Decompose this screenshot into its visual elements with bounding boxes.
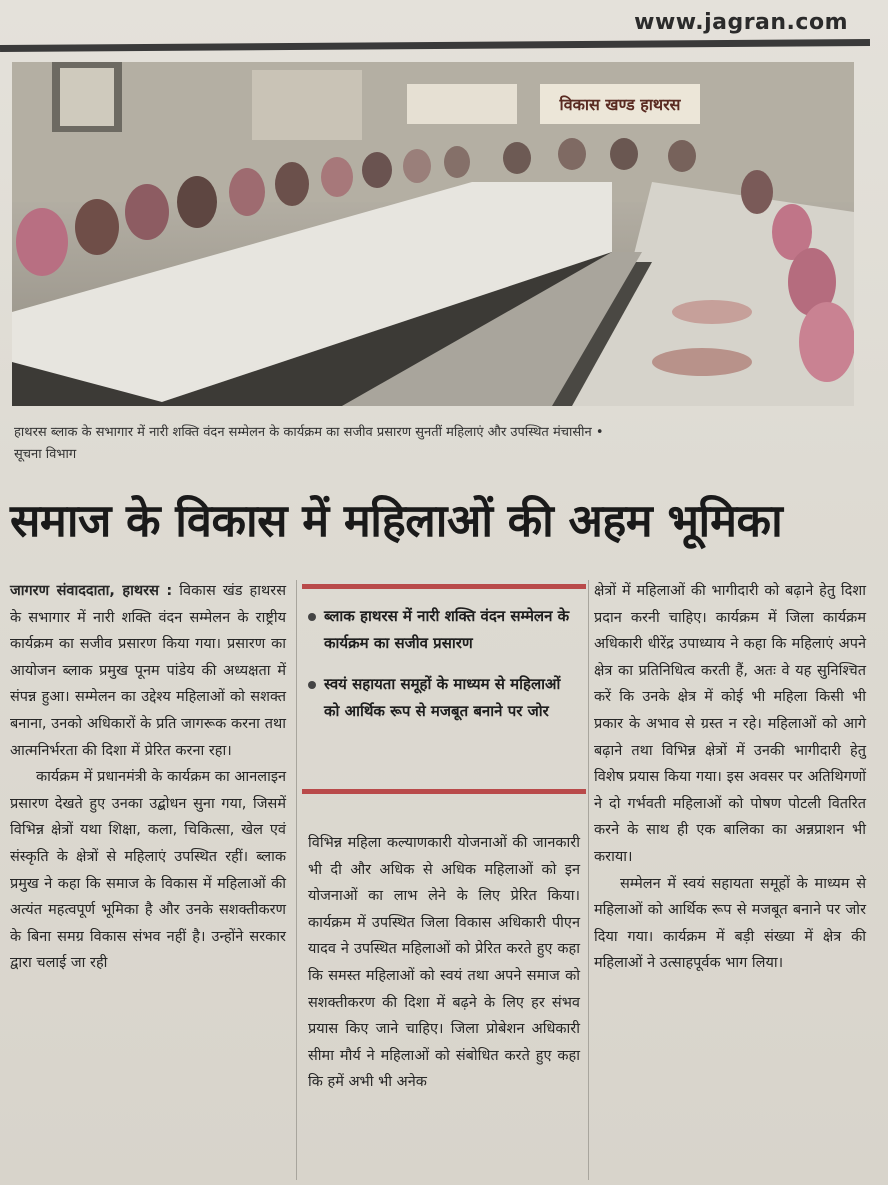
highlight-text: ब्लाक हाथरस में नारी शक्ति वंदन सम्मेलन के कार्यक्रम का सजीव प्रसारण <box>324 607 570 652</box>
paragraph-text: विकास खंड हाथरस के सभागार में नारी शक्ति वंदन सम्मेलन के राष्ट्रीय कार्यक्रम का सजीव प्रसारण किया गया। प्रसारण का आयोजन ब्लाक प्रमुख पूनम पांडेय की अध्यक्षता में संपन्न हुआ। सम्मेलन का उद्देश्य महिलाओं को सशक्त बनाना, उनको अधिकारों के प्रति जागरूक करना तथा आत्मनिर्भरता की दिशा में प्रेरित करना रहा। <box>10 583 286 759</box>
article-column-2 <box>308 830 580 1096</box>
highlight-text: स्वयं सहायता समूहों के माध्यम से महिलाओं को आर्थिक रूप से मजबूत बनाने पर जोर <box>324 675 561 720</box>
event-photo <box>12 62 854 406</box>
highlight-item <box>308 671 578 725</box>
meeting-hall-photo <box>12 62 854 406</box>
byline: जागरण संवाददाता, हाथरस : <box>10 583 173 599</box>
article-column-1 <box>10 578 286 977</box>
site-url: www.jagran.com <box>634 10 848 35</box>
caption-credit: सूचना विभाग <box>14 447 77 462</box>
banner-text: विकास खण्ड हाथरस <box>559 95 681 114</box>
column-divider <box>588 580 589 1180</box>
article-paragraph: सम्मेलन में स्वयं सहायता समूहों के माध्यम से महिलाओं को आर्थिक रूप से मजबूत बनाने पर जोर दिया गया। कार्यक्रम में बड़ी संख्या में क्षेत्र की महिलाओं ने उत्साहपूर्वक भाग लिया। <box>594 875 866 972</box>
article-column-3 <box>594 578 866 977</box>
article-paragraph: कार्यक्रम में प्रधानमंत्री के कार्यक्रम का आनलाइन प्रसारण देखते हुए उनका उद्बोधन सुना गया, जिसमें विभिन्न क्षेत्रों यथा शिक्षा, कला, चिकित्सा, खेल एवं संस्कृति के क्षेत्रों से महिलाएं उपस्थित रहीं। ब्लाक प्रमुख ने कहा कि समाज के विकास में महिलाओं की अत्यंत महत्वपूर्ण भूमिका है और उनके सशक्तीकरण के बिना समग्र विकास संभव नहीं है। उन्होंने सरकार द्वारा चलाई जा रही <box>10 769 286 972</box>
bullet-icon <box>308 613 316 621</box>
article-paragraph: विभिन्न महिला कल्याणकारी योजनाओं की जानकारी भी दी और अधिक से अधिक महिलाओं को इन योजनाओं का लाभ लेने के लिए प्रेरित किया। कार्यक्रम में उपस्थित जिला विकास अधिकारी पीएन यादव ने उपस्थित महिलाओं को प्रेरित करते हुए कहा कि समस्त महिलाओं को स्वयं तथा अपने समाज को सशक्तीकरण की दिशा में बढ़ने के लिए हर संभव प्रयास किए जाने चाहिए। जिला प्रोबेशन अधिकारी सीमा मौर्य ने महिलाओं को संबोधित करते हुए कहा कि हमें अभी भी अनेक <box>308 835 580 1091</box>
bullet-icon <box>308 681 316 689</box>
highlight-item <box>308 603 578 657</box>
top-divider <box>0 39 870 52</box>
headline: समाज के विकास में महिलाओं की अहम भूमिका <box>10 494 783 547</box>
column-divider <box>296 580 297 1180</box>
caption-text: हाथरस ब्लाक के सभागार में नारी शक्ति वंदन सम्मेलन के कार्यक्रम का सजीव प्रसारण सुनतीं महिलाएं और उपस्थित मंचासीन • <box>14 425 604 440</box>
article-paragraph: क्षेत्रों में महिलाओं की भागीदारी को बढ़ाने हेतु दिशा प्रदान करनी चाहिए। कार्यक्रम में जिला कार्यक्रम अधिकारी धीरेंद्र उपाध्याय ने कहा कि महिलाएं अपने क्षेत्र का प्रतिनिधित्व करती हैं, अतः वे यह सुनिश्चित करें कि उनके क्षेत्र में कोई भी महिला किसी भी प्रकार के अभाव से ग्रस्त न रहे। महिलाओं को आगे बढ़ाने तथा विभिन्न क्षेत्रों में उनकी भागीदारी हेतु विशेष प्रयास किया गया। इस अवसर पर अतिथिगणों ने दो गर्भवती महिलाओं को पोषण पोटली वितरित करने के साथ ही एक बालिका का अन्नप्राशन भी कराया। <box>594 583 866 865</box>
photo-caption <box>14 422 834 466</box>
article-paragraph <box>10 578 286 764</box>
highlights-box <box>302 584 586 794</box>
